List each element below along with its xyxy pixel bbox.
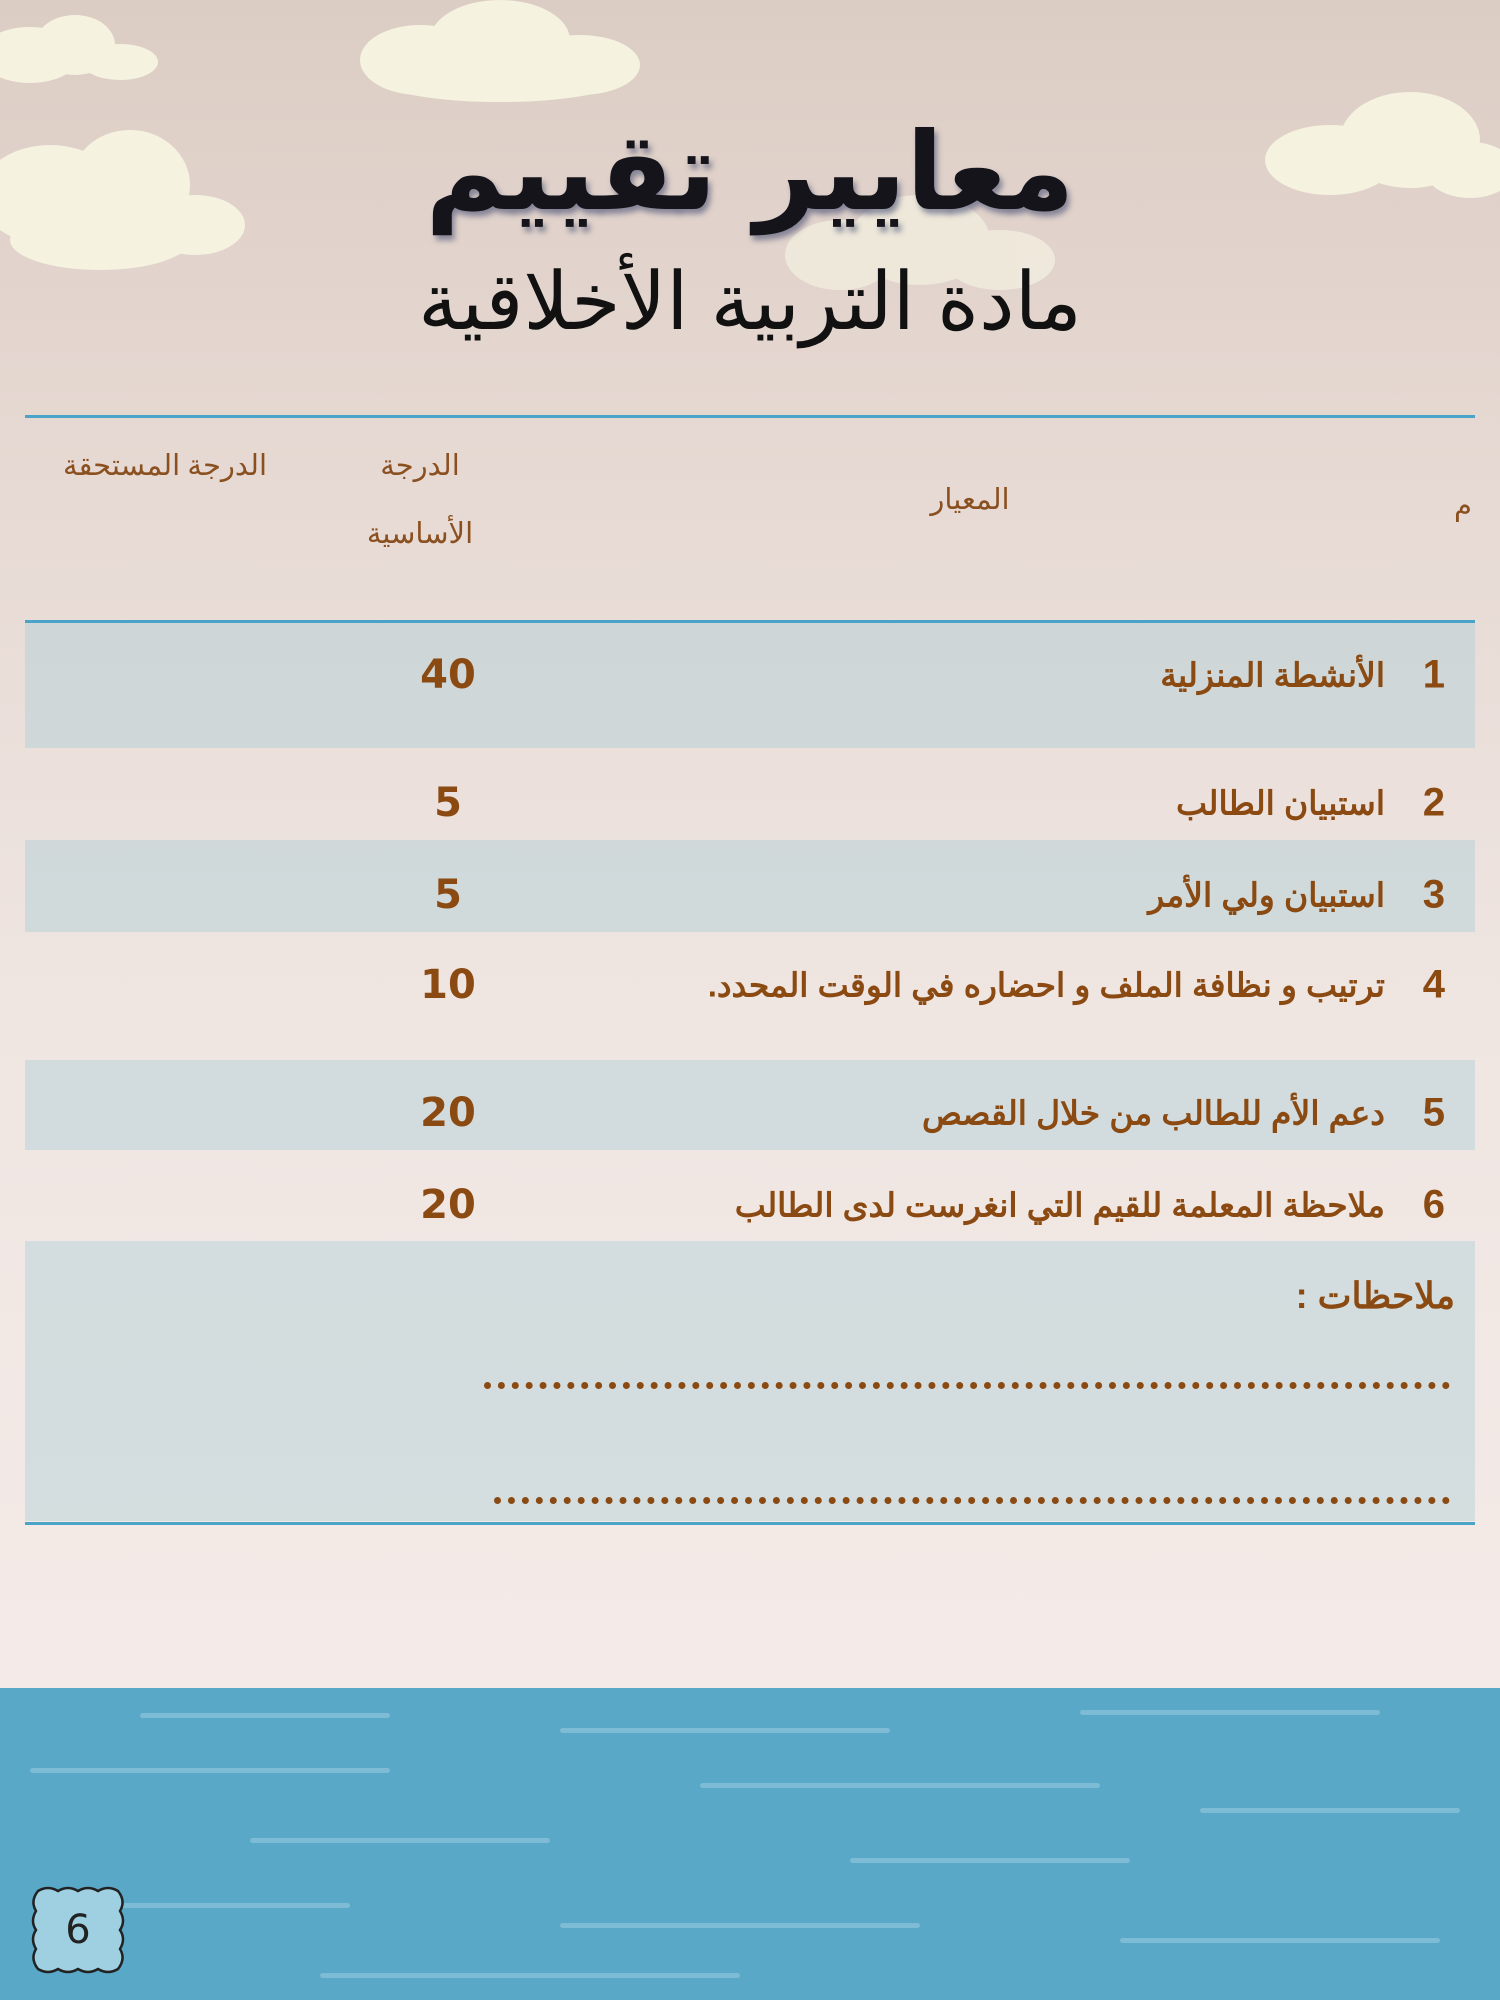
row-criterion: استبيان الطالب [1176,784,1385,822]
row-number: 1 [1422,652,1445,697]
row-score: 10 [420,962,476,1008]
header-base-score-line1: الدرجة [380,450,460,482]
page-number: 6 [65,1907,91,1953]
table-row [25,1160,1475,1250]
row-number: 6 [1422,1182,1445,1227]
notes-band [25,1241,1475,1521]
table-row [25,940,1475,1030]
page-subtitle: مادة التربية الأخلاقية [418,257,1082,346]
header-criterion: المعيار [930,484,1010,516]
row-number: 3 [1422,872,1445,917]
notes-dotted-line [494,1497,1450,1504]
table-bottom-border [25,1522,1475,1525]
notes-dotted-line [484,1382,1450,1389]
page-title: معايير تقييم [425,110,1075,235]
row-criterion: ملاحظة المعلمة للقيم التي انغرست لدى الطالب [734,1186,1385,1224]
row-number: 5 [1422,1090,1445,1135]
notes-label: ملاحظات : [1295,1275,1455,1316]
table-row [25,758,1475,848]
row-criterion: الأنشطة المنزلية [1160,656,1385,694]
row-criterion: دعم الأم للطالب من خلال القصص [922,1094,1385,1132]
row-score: 20 [420,1090,476,1136]
header-earned-score: الدرجة المستحقة [62,450,268,482]
table-row [25,630,1475,720]
sea-decoration [0,1688,1500,2000]
table-top-border [25,415,1475,418]
row-number: 4 [1422,962,1445,1007]
row-score: 5 [434,780,462,826]
row-score: 20 [420,1182,476,1228]
header-base-score-line2: الأساسية [366,518,474,550]
row-score: 5 [434,872,462,918]
header-index: م [1454,490,1472,522]
cloud-decoration [0,0,160,90]
row-criterion: ترتيب و نظافة الملف و احضاره في الوقت المحدد. [707,966,1385,1004]
table-row [25,850,1475,940]
row-number: 2 [1422,780,1445,825]
table-row [25,1068,1475,1158]
cloud-decoration [350,0,650,110]
row-criterion: استبيان ولي الأمر [1148,876,1385,914]
row-score: 40 [420,652,476,698]
